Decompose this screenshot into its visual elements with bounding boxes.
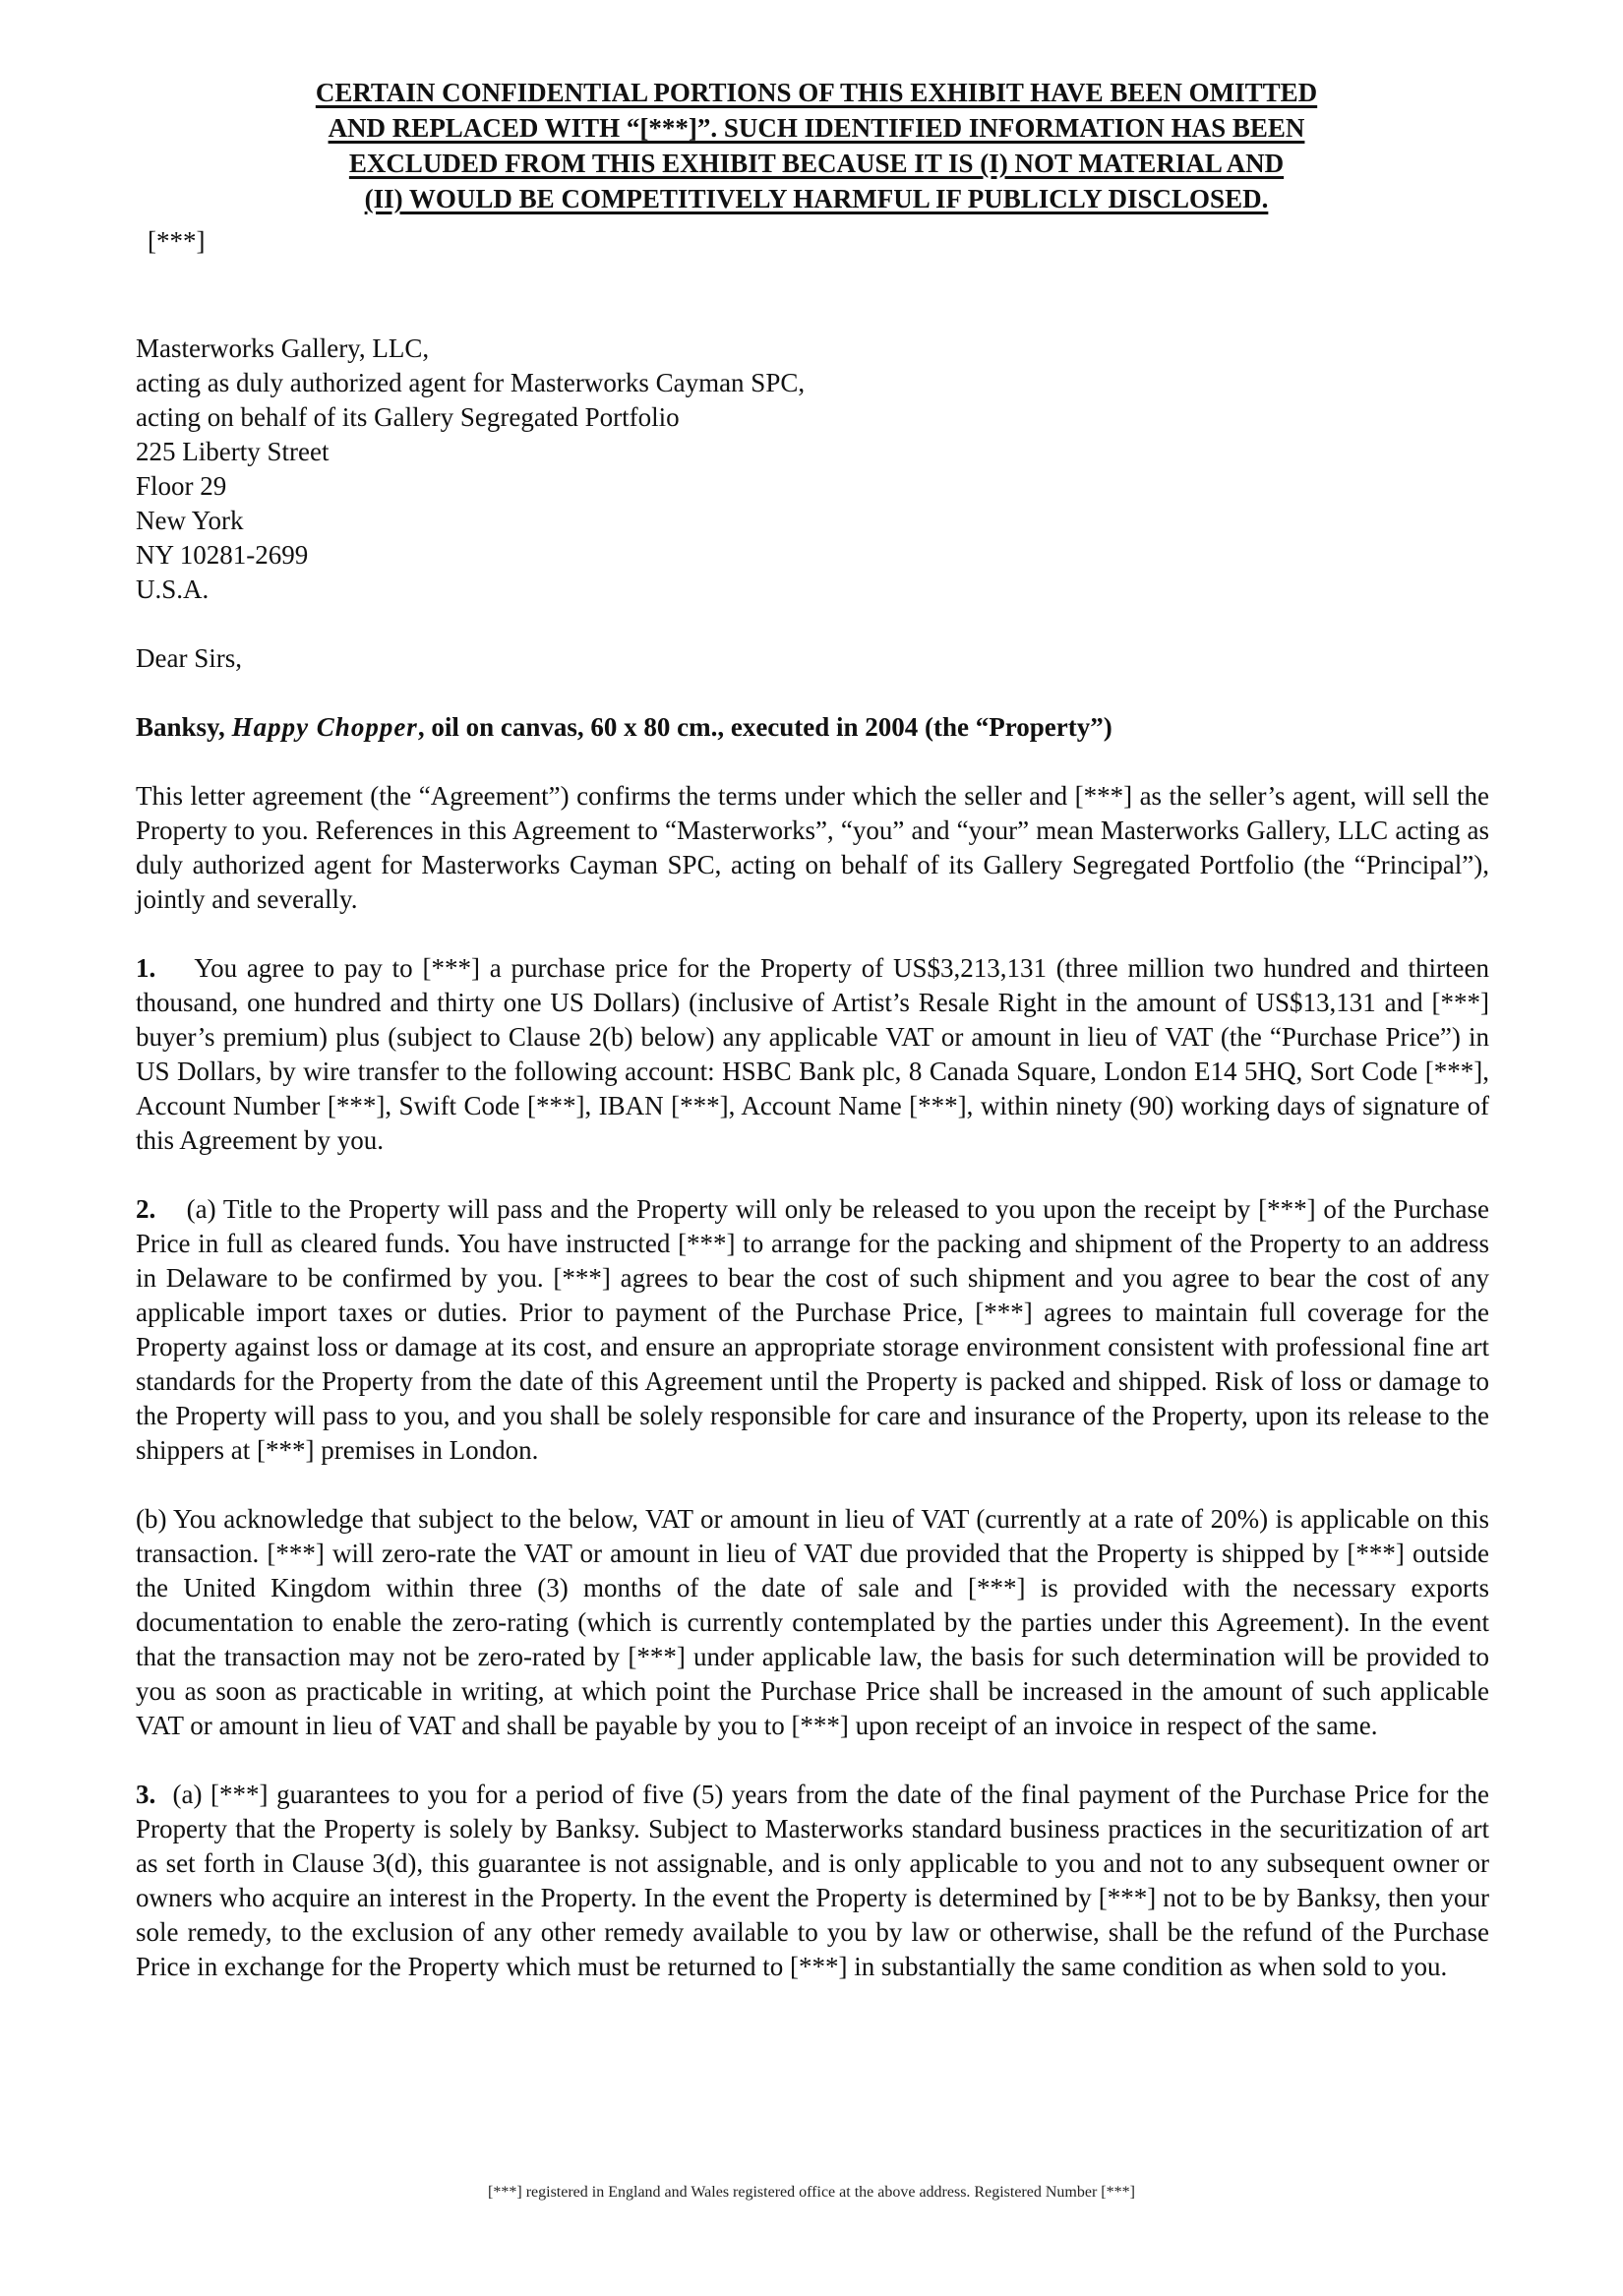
page-footer: [***] registered in England and Wales registered office at the above address. Registered Number [***]: [488, 2184, 1135, 2201]
address-line: U.S.A.: [136, 574, 210, 604]
clause-2a: [136, 1192, 1489, 1468]
address-line: acting as duly authorized agent for Masterworks Cayman SPC,: [136, 368, 806, 397]
artist-name: Banksy,: [136, 712, 232, 742]
recipient-address: [136, 332, 1489, 607]
clause-text: You agree to pay to [***] a purchase price for the Property of US$3,213,131 (three million two hundred and thirteen thousand, one hundred and thirty one US Dollars) (inclusive of Artist’s Resale Right in the amount of US$13,131 and [***] buyer’s premium) plus (subject to Clause 2(b) below) any applicable VAT or amount in lieu of VAT (the “Purchase Price”) in US Dollars, by wire transfer to the following account: HSBC Bank plc, 8 Canada Square, London E14 5HQ, Sort Code [***], Account Number [***], Swift Code [***], IBAN [***], Account Name [***], within ninety (90) working days of signature of this Agreement by you.: [136, 953, 1490, 1155]
clause-3a: [136, 1778, 1489, 1984]
property-title: [136, 710, 1489, 745]
address-line: Floor 29: [136, 471, 227, 501]
redacted-reference: [***]: [148, 226, 206, 256]
clause-number: 2.: [136, 1194, 156, 1224]
address-line: acting on behalf of its Gallery Segregated Portfolio: [136, 402, 680, 432]
letter-body: [136, 332, 1489, 1984]
intro-paragraph: This letter agreement (the “Agreement”) confirms the terms under which the seller and [***] as the seller’s agent, will sell the Property to you. References in this Agreement to “Masterworks”, “you” and “your” mean Masterworks Gallery, LLC acting as duly authorized agent for Masterworks Cayman SPC, acting on behalf of its Gallery Segregated Portfolio (the “Principal”), jointly and severally.: [136, 781, 1489, 914]
notice-line: AND REPLACED WITH “[***]”. SUCH IDENTIFIED INFORMATION HAS BEEN: [328, 113, 1305, 143]
salutation: Dear Sirs,: [136, 643, 242, 673]
clause-text: (a) [***] guarantees to you for a period of five (5) years from the date of the final payment of the Purchase Price for the Property that the Property is solely by Banksy. Subject to Masterworks standard business practices in the securitization of art as set forth in Clause 3(d), this guarantee is not assignable, and is only applicable to you and not to any subsequent owner or owners who acquire an interest in the Property. In the event the Property is determined by [***] not to be by Banksy, then your sole remedy, to the exclusion of any other remedy available to you by law or otherwise, shall be the refund of the Purchase Price in exchange for the Property which must be returned to [***] in substantially the same condition as when sold to you.: [136, 1780, 1490, 1981]
clause-number: 1.: [136, 953, 156, 983]
address-line: New York: [136, 506, 244, 535]
confidentiality-notice: [236, 75, 1397, 216]
notice-line: CERTAIN CONFIDENTIAL PORTIONS OF THIS EXHIBIT HAVE BEEN OMITTED: [315, 78, 1318, 107]
clause-text: (a) Title to the Property will pass and the Property will only be released to you upon the receipt by [***] of the Purchase Price in full as cleared funds. You have instructed [***] to arrange for the packing and shipment of the Property to an address in Delaware to be confirmed by you. [***] agrees to bear the cost of such shipment and you agree to bear the cost of any applicable import taxes or duties. Prior to payment of the Purchase Price, [***] agrees to maintain full coverage for the Property against loss or damage at its cost, and ensure an appropriate storage environment consistent with professional fine art standards for the Property from the date of this Agreement until the Property is packed and shipped. Risk of loss or damage to the Property will pass to you, and you shall be solely responsible for care and insurance of the Property, upon its release to the shippers at [***] premises in London.: [136, 1194, 1490, 1465]
notice-line: (II) WOULD BE COMPETITIVELY HARMFUL IF PUBLICLY DISCLOSED.: [364, 184, 1269, 213]
address-line: 225 Liberty Street: [136, 437, 330, 466]
clause-2b: (b) You acknowledge that subject to the below, VAT or amount in lieu of VAT (currently at a rate of 20%) is applicable on this transaction. [***] will zero-rate the VAT or amount in lieu of VAT due provided that the Property is shipped by [***] outside the United Kingdom within three (3) months of the date of sale and [***] is provided with the necessary exports documentation to enable the zero-rating (which is currently contemplated by the parties under this Agreement). In the event that the transaction may not be zero-rated by [***] under applicable law, the basis for such determination will be provided to you as soon as practicable in writing, at which point the Purchase Price shall be increased in the amount of such applicable VAT or amount in lieu of VAT and shall be payable by you to [***] upon receipt of an invoice in respect of the same.: [136, 1504, 1489, 1740]
clause-number: 3.: [136, 1780, 156, 1809]
clause-1: [136, 951, 1489, 1158]
address-line: NY 10281-2699: [136, 540, 309, 570]
artwork-details: , oil on canvas, 60 x 80 cm., executed in 2004 (the “Property”): [417, 712, 1112, 742]
notice-line: EXCLUDED FROM THIS EXHIBIT BECAUSE IT IS (I) NOT MATERIAL AND: [348, 149, 1285, 178]
address-line: Masterworks Gallery, LLC,: [136, 333, 430, 363]
artwork-name: Happy Chopper: [231, 712, 418, 742]
